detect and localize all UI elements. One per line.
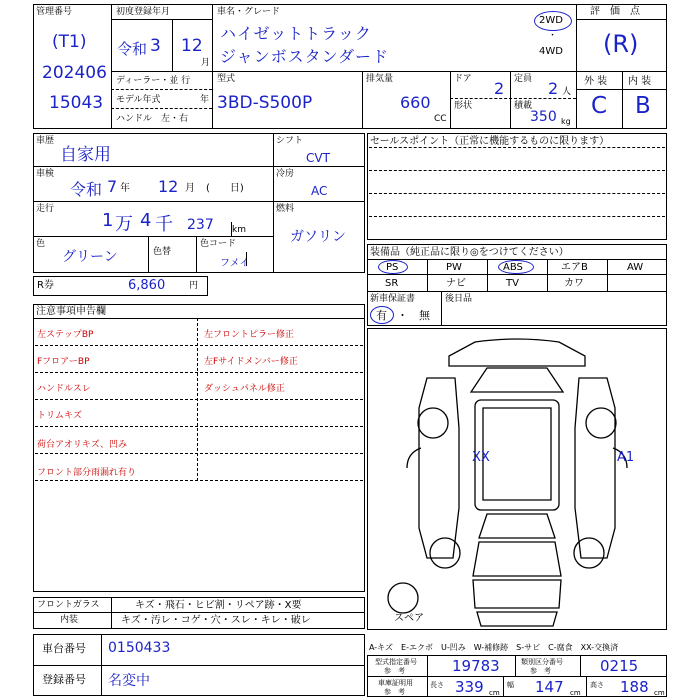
interior-value: キズ・汚レ・コゲ・穴・スレ・キレ・破レ	[121, 615, 311, 626]
iro-value: グリーン	[62, 249, 118, 265]
equip-leather: カワ	[564, 278, 584, 289]
naga-value: 339	[455, 678, 484, 696]
haba-label: 幅	[507, 681, 514, 689]
name-label: 車名・グレード	[217, 7, 281, 17]
reibo-value: AC	[311, 184, 328, 198]
katashiki-shitei-sub: 参 考	[384, 667, 405, 675]
shaken-year: 7	[107, 177, 118, 196]
haba-unit: cm	[570, 689, 581, 697]
mark-xx: XX	[472, 450, 490, 465]
handle-label: ハンドル 左・右	[116, 114, 189, 124]
equip-tv: TV	[506, 278, 519, 289]
shoto-era: 令和	[117, 40, 148, 58]
shaken-day: ( 日)	[206, 183, 244, 194]
sekisai-label: 積載	[514, 101, 533, 111]
ruibetsu-value: 0215	[600, 657, 639, 675]
rken-value: 6,860	[128, 278, 166, 293]
hosho-ari: 有	[376, 309, 387, 322]
equip-abs: ABS	[503, 262, 523, 273]
rken-frame	[33, 276, 208, 296]
teiin-value: 2	[548, 79, 559, 98]
shaken-year-unit: 年	[120, 183, 130, 194]
note-left-2: FフロアーBP	[37, 357, 90, 367]
shoto-month-unit: 月	[201, 58, 211, 68]
equip-pw: PW	[446, 262, 462, 273]
hyoka-value: (R)	[603, 30, 639, 58]
haba-value: 147	[535, 678, 564, 696]
shareki-label: 車歴	[36, 136, 55, 146]
iro-label: 色	[36, 239, 46, 249]
keijo-label: 形状	[454, 101, 473, 111]
kanri-code: (T1)	[52, 32, 87, 52]
glass-value: キズ・飛石・ヒビ割・リペア跡・X要	[135, 600, 302, 611]
soko-label: 走行	[36, 204, 55, 214]
drive-4wd: 4WD	[539, 46, 563, 57]
hosho-ari-circle	[370, 306, 394, 324]
shaken-month-unit: 月	[185, 183, 195, 194]
door-value: 2	[494, 79, 505, 98]
door-label: ドア	[454, 74, 472, 84]
toroku-value: 名変中	[108, 673, 150, 689]
shaken-month: 12	[158, 177, 179, 196]
atohin-label: 後日品	[445, 294, 473, 304]
shoto-month: 12	[181, 36, 203, 56]
equip-abs-circle	[498, 260, 534, 274]
haiki-unit: CC	[434, 114, 447, 124]
equip-sr: SR	[385, 278, 399, 289]
note-left-1: 左ステップBP	[37, 330, 94, 340]
katashiki-shitei-label: 型式指定番号	[375, 658, 417, 666]
notes-title: 注意事項申告欄	[36, 306, 106, 317]
mark-a1: A1	[617, 450, 635, 465]
irogae-label: 色替	[153, 247, 172, 257]
name-line1: ハイゼットトラック	[220, 24, 372, 43]
shareki-value: 自家用	[60, 145, 111, 165]
haiki-value: 660	[400, 93, 431, 112]
teiin-unit: 人	[562, 87, 572, 97]
gaiso-label: 外 装	[584, 76, 608, 87]
naga-label: 長さ	[430, 681, 444, 689]
taka-value: 188	[620, 678, 649, 696]
nenryo-value: ガソリン	[290, 229, 346, 245]
model-year-label: モデル年式	[116, 95, 161, 105]
kanri-label: 管理番号	[36, 7, 73, 17]
note-left-3: ハンドルスレ	[37, 384, 91, 394]
shoto-label: 初度登録年月	[116, 7, 171, 17]
soko-sen: 4	[140, 210, 152, 231]
hosho-nashi: 無	[419, 309, 430, 322]
interior-label: 内装	[60, 615, 79, 625]
equip-ps: PS	[386, 262, 399, 273]
model-year-unit: 年	[200, 95, 210, 105]
note-left-4: トリムキズ	[37, 411, 82, 421]
sales-title: セールスポイント（正常に機能するものに限ります）	[370, 136, 610, 147]
soko-rest: 237	[187, 217, 214, 233]
naiso-label: 内 装	[628, 76, 652, 87]
daiban-value: 0150433	[108, 640, 171, 656]
shift-value: CVT	[306, 151, 330, 165]
drive-2wd: 2WD	[539, 15, 563, 26]
glass-label: フロントガラス	[37, 600, 100, 610]
equip-ps-circle	[378, 260, 408, 274]
note-left-6: フロント部分雨漏れ有り	[37, 468, 137, 478]
dealer-label: ディーラー・並 行	[116, 76, 191, 86]
daiban-label: 車台番号	[42, 642, 86, 655]
taka-unit: cm	[654, 689, 665, 697]
note-left-5: 荷台アオリキズ、凹み	[37, 440, 128, 450]
note-right-2: 左Fサイドメンバー修正	[204, 357, 298, 367]
hyoka-label: 評 価 点	[590, 6, 640, 17]
katashiki-value: 3BD-S500P	[217, 93, 313, 113]
note-right-1: 左フロントピラー修正	[204, 330, 295, 340]
soko-unit: km	[232, 225, 246, 235]
rken-unit: 円	[189, 281, 199, 291]
shomei-label: 車庫証明用	[378, 679, 413, 687]
damage-legend: A-キズ E-エクボ U-凹み W-補修跡 S-サビ C-腐食 XX-交換済	[369, 643, 619, 652]
shoto-year: 3	[150, 36, 161, 56]
equip-airbag: エアB	[561, 262, 588, 273]
nenryo-label: 燃料	[276, 204, 295, 214]
spare-label: スペア	[394, 613, 424, 624]
soko-man: 1	[102, 210, 114, 231]
teiin-label: 定員	[514, 74, 533, 84]
ruibetsu-label: 類別区分番号	[521, 658, 563, 666]
sekisai-value: 350	[530, 109, 557, 125]
shomei-sub: 参 考	[384, 688, 405, 696]
sekisai-unit: kg	[561, 117, 571, 126]
shaken-era: 令和	[70, 180, 103, 199]
katashiki-label: 型式	[217, 74, 236, 84]
hosho-sep: ・	[397, 309, 408, 322]
soko-sen-unit: 千	[155, 214, 173, 235]
katashiki-shitei-value: 19783	[452, 657, 500, 675]
soko-man-unit: 万	[115, 214, 133, 235]
naiso-value: B	[635, 93, 651, 119]
ruibetsu-sub: 参 考	[530, 667, 551, 675]
note-right-3: ダッシュパネル修正	[204, 384, 285, 394]
drive-dot: ・	[548, 31, 558, 41]
gaiso-value: C	[591, 93, 608, 119]
sales-frame	[367, 133, 667, 240]
equip-navi: ナビ	[446, 278, 466, 289]
haiki-label: 排気量	[366, 74, 394, 84]
reibo-label: 冷房	[276, 169, 295, 179]
equipment-title: 装備品（純正品に限り◎をつけてください）	[370, 247, 569, 258]
name-line2: ジャンボスタンダード	[220, 47, 390, 66]
naga-unit: cm	[489, 689, 500, 697]
color-code-label: 色コード	[200, 239, 237, 249]
shaken-label: 車検	[36, 169, 55, 179]
taka-label: 高さ	[590, 681, 604, 689]
toroku-label: 登録番号	[42, 673, 86, 686]
color-code-value: フメイ	[220, 258, 250, 269]
kanri-num2: 15043	[49, 93, 104, 113]
hosho-label: 新車保証書	[370, 294, 416, 304]
rken-label: R券	[37, 280, 54, 291]
vehicle-diagram	[367, 328, 667, 630]
shift-label: シフト	[276, 136, 304, 146]
equip-aw: AW	[627, 262, 644, 273]
kanri-num1: 202406	[42, 63, 107, 83]
